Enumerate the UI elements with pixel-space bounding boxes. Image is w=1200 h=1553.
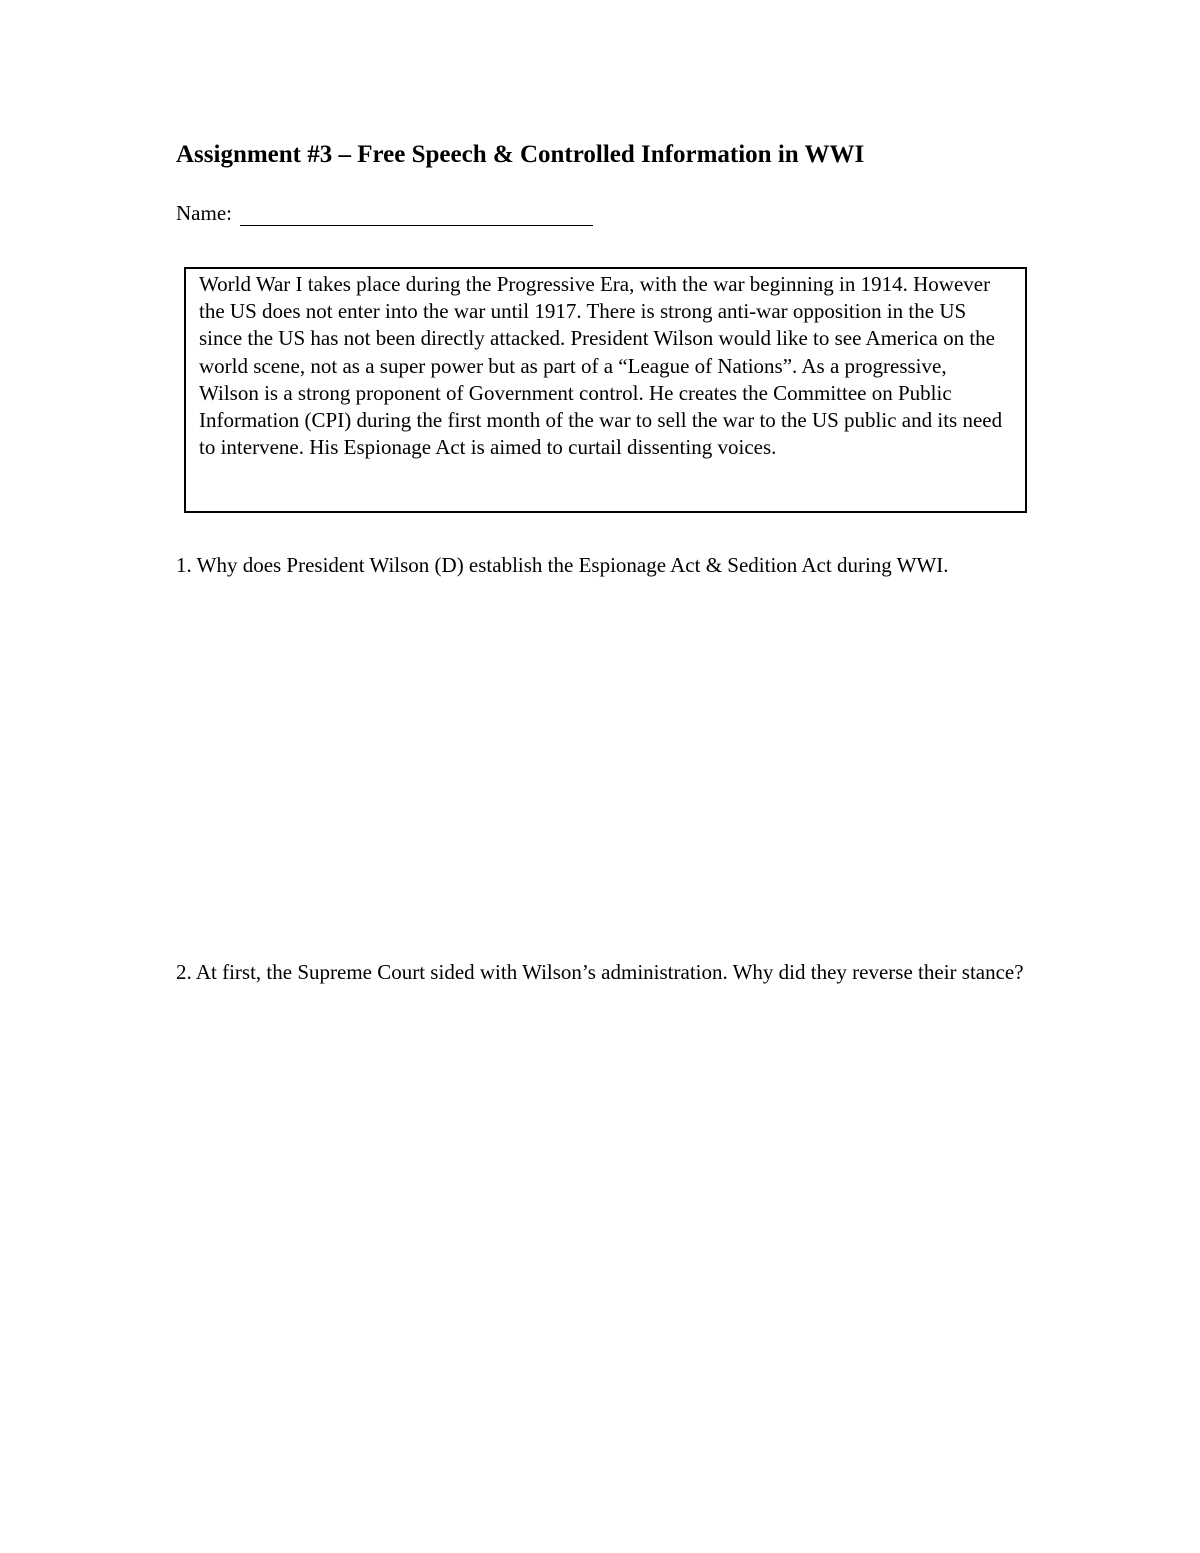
name-label: Name: xyxy=(176,201,232,225)
intro-text-box xyxy=(184,267,1027,513)
name-field-row xyxy=(176,198,593,226)
intro-paragraph: World War I takes place during the Progressive Era, with the war beginning in 1914. However the US does not enter into the war until 1917. There is strong anti-war opposition in the US since the US has not been directly attacked. President Wilson would like to see America on the world scene, not as a super power but as part of a “League of Nations”. As a progressive, Wilson is a strong proponent of Government control. He creates the Committee on Public Information (CPI) during the first month of the war to sell the war to the US public and its need to intervene. His Espionage Act is aimed to curtail dissenting voices. xyxy=(199,272,1003,460)
question-1: 1. Why does President Wilson (D) establish the Espionage Act & Sedition Act during WWI. xyxy=(176,553,949,577)
name-blank-line[interactable] xyxy=(240,198,593,226)
question-2: 2. At first, the Supreme Court sided with Wilson’s administration. Why did they reverse their stance? xyxy=(176,960,1024,984)
assignment-title: Assignment #3 – Free Speech & Controlled Information in WWI xyxy=(176,141,865,168)
